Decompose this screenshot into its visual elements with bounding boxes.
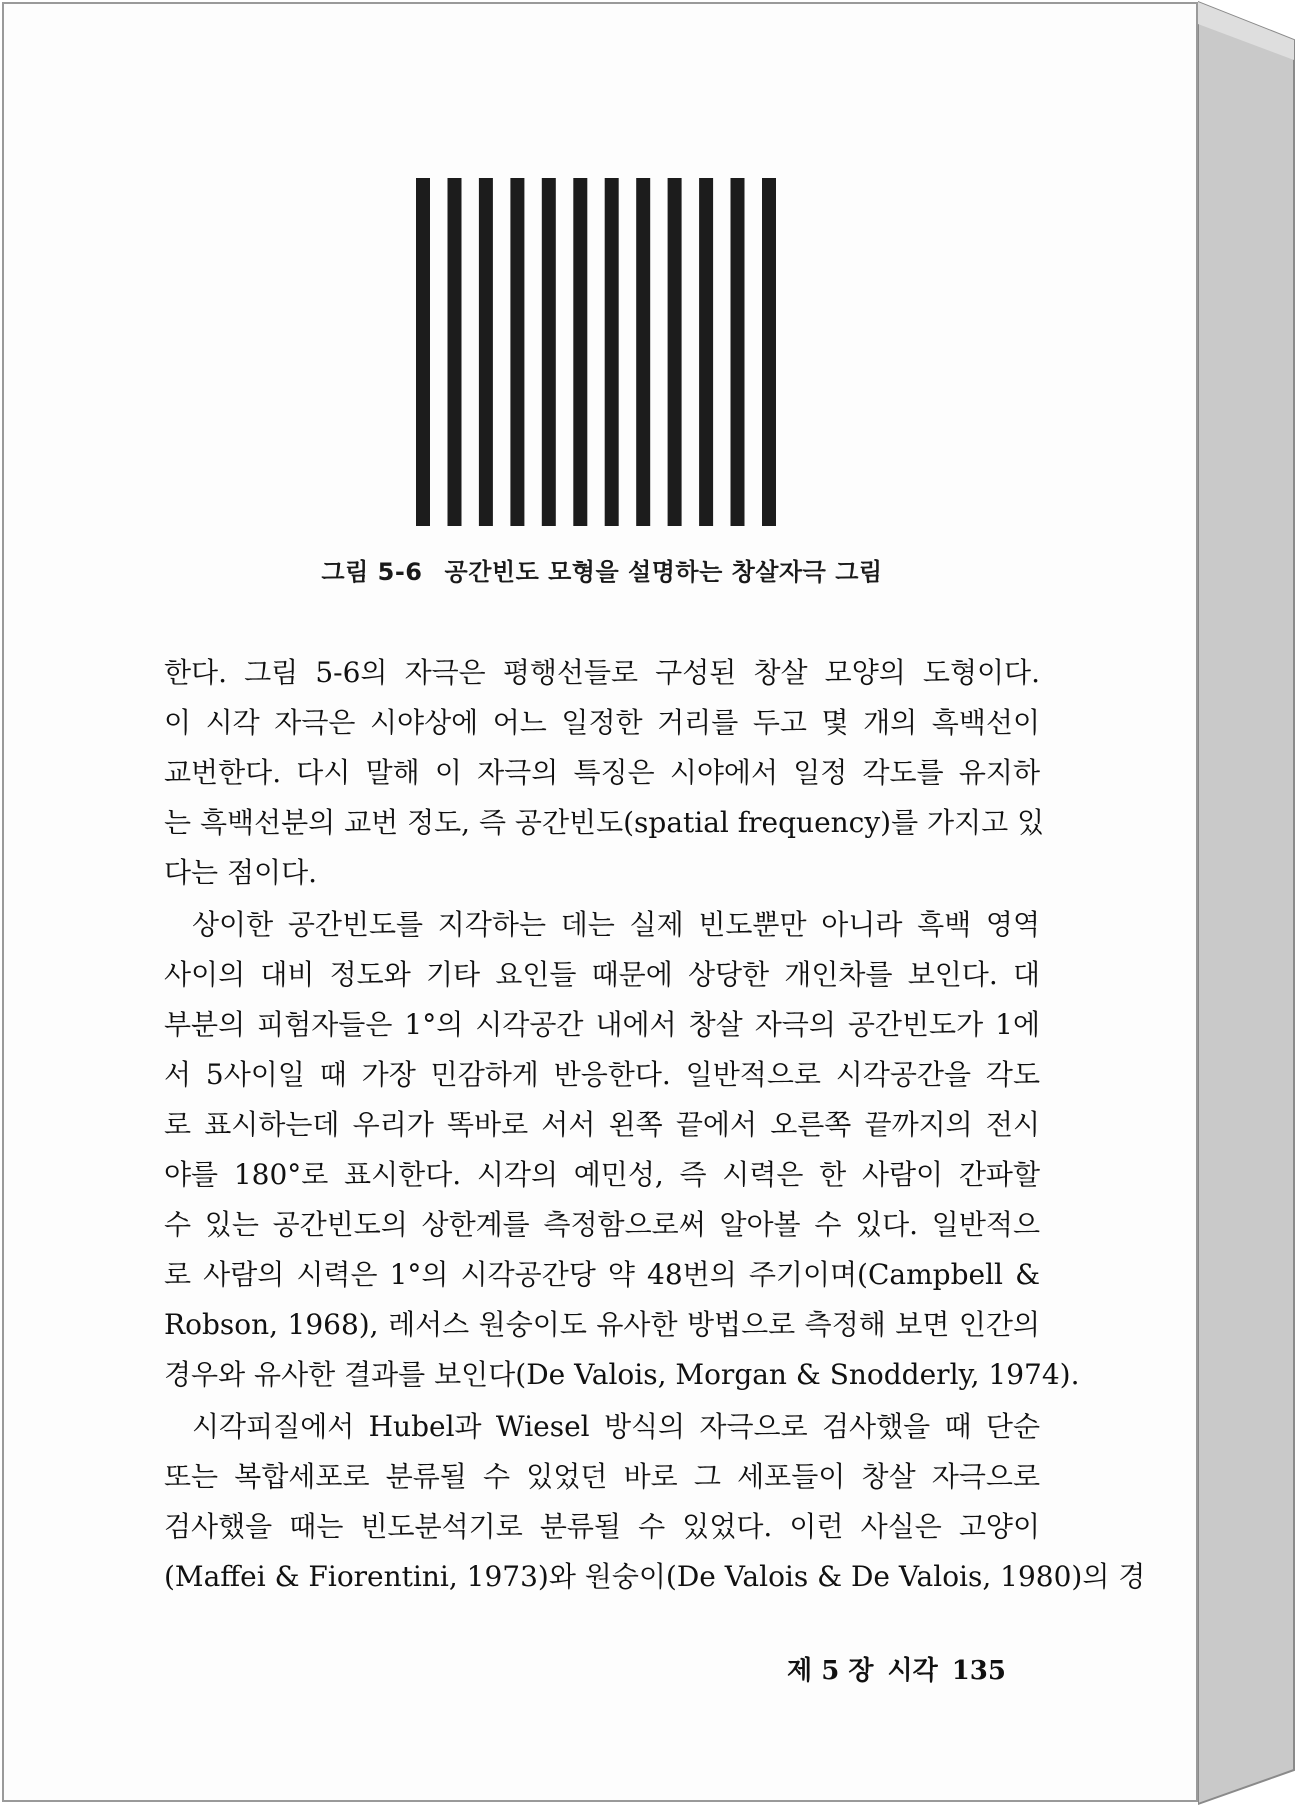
paragraph: [164, 648, 1045, 898]
grating-stripe: [762, 178, 776, 526]
text-line: 시각피질에서 Hubel과 Wiesel 방식의 자극으로 검사했을 때 단순: [192, 1410, 1040, 1443]
grating-figure: [416, 178, 776, 526]
page-footer: [773, 1650, 1006, 1687]
figure-caption-number: 그림 5-6: [321, 558, 423, 586]
text-line: 또는 복합세포로 분류될 수 있었던 바로 그 세포들이 창살 자극으로: [164, 1460, 1040, 1493]
grating-stripe: [448, 178, 462, 526]
text-line: 상이한 공간빈도를 지각하는 데는 실제 빈도뿐만 아니라 흑백 영역: [192, 908, 1040, 941]
footer-title: 시각: [887, 1656, 938, 1686]
grating-stripes: [416, 178, 776, 526]
text-line: 한다. 그림 5-6의 자극은 평행선들로 구성된 창살 모양의 도형이다.: [164, 656, 1040, 689]
page-number: 135: [951, 1656, 1006, 1686]
text-line: 로 표시하는데 우리가 똑바로 서서 왼쪽 끝에서 오른쪽 끝까지의 전시: [164, 1108, 1040, 1141]
text-line: 야를 180°로 표시한다. 시각의 예민성, 즉 시력은 한 사람이 간파할: [164, 1158, 1040, 1191]
text-line: 검사했을 때는 빈도분석기로 분류될 수 있었다. 이런 사실은 고양이: [164, 1510, 1040, 1543]
text-line: 서 5사이일 때 가장 민감하게 반응한다. 일반적으로 시각공간을 각도: [164, 1058, 1040, 1091]
figure-caption: [4, 552, 1200, 587]
grating-stripe: [668, 178, 682, 526]
paragraph: [164, 900, 1080, 1400]
figure-caption-text: 공간빈도 모형을 설명하는 창살자극 그림: [444, 558, 883, 586]
book-spine: [1198, 0, 1298, 1806]
grating-stripe: [573, 178, 587, 526]
grating-stripe: [542, 178, 556, 526]
text-line: Robson, 1968), 레서스 원숭이도 유사한 방법으로 측정해 보면 인간의: [164, 1308, 1040, 1341]
text-line: 는 흑백선분의 교번 정도, 즉 공간빈도(spatial frequency)를 가지고 있: [164, 806, 1045, 839]
text-line: 부분의 피험자들은 1°의 시각공간 내에서 창살 자극의 공간빈도가 1에: [164, 1008, 1040, 1041]
grating-stripe: [699, 178, 713, 526]
text-line: 교번한다. 다시 말해 이 자극의 특징은 시야에서 일정 각도를 유지하: [164, 756, 1040, 789]
grating-stripe: [731, 178, 745, 526]
grating-stripe: [510, 178, 524, 526]
text-line: 수 있는 공간빈도의 상한계를 측정함으로써 알아볼 수 있다. 일반적으: [164, 1208, 1040, 1241]
grating-stripe: [636, 178, 650, 526]
text-line: (Maffei & Fiorentini, 1973)와 원숭이(De Valois & De Valois, 1980)의 경: [164, 1560, 1146, 1593]
footer-chapter: 제 5 장: [787, 1656, 874, 1686]
text-line: 로 사람의 시력은 1°의 시각공간당 약 48번의 주기이며(Campbell &: [164, 1258, 1040, 1291]
grating-stripe: [479, 178, 493, 526]
paragraph: [164, 1402, 1146, 1602]
text-line: 경우와 유사한 결과를 보인다(De Valois, Morgan & Snodderly, 1974).: [164, 1358, 1080, 1391]
text-line: 다는 점이다.: [164, 856, 318, 889]
text-line: 이 시각 자극은 시야상에 어느 일정한 거리를 두고 몇 개의 흑백선이: [164, 706, 1040, 739]
text-line: 사이의 대비 정도와 기타 요인들 때문에 상당한 개인차를 보인다. 대: [164, 958, 1040, 991]
body-text: [164, 648, 1146, 1604]
page: [2, 2, 1198, 1802]
grating-stripe: [605, 178, 619, 526]
grating-stripe: [416, 178, 430, 526]
